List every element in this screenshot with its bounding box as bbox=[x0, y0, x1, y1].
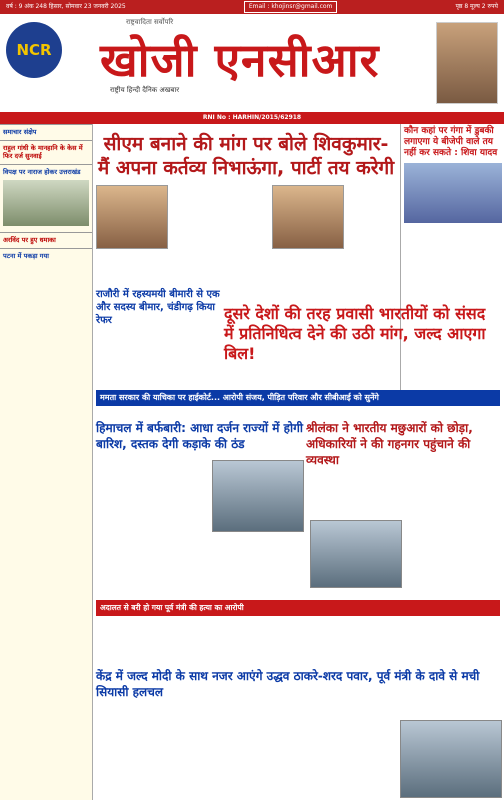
fishermen-photo bbox=[310, 520, 402, 588]
brand-title: खोजी एनसीआर bbox=[100, 33, 380, 87]
tagline: राष्ट्रीय हिन्दी दैनिक अखबार bbox=[110, 86, 180, 94]
masthead bbox=[0, 14, 504, 121]
price-info: पृष्ठ 8 मूल्य 2 रुपये bbox=[455, 3, 498, 10]
news-banner: ममता सरकार की याचिका पर हाईकोर्ट... आरोपी संजय, पीड़ित परिवार और सीबीआई को सुनेंगे bbox=[96, 390, 500, 406]
editor-photo bbox=[436, 22, 498, 104]
right-story-photo bbox=[404, 163, 502, 223]
left-story-headline: अरविंद पर हुए धमाका bbox=[0, 232, 92, 245]
left-story-headline: राहुल गांधी के मानहानि के केस में फिर दर्ज सुनवाई bbox=[0, 140, 92, 161]
story-headline: दूसरे देशों की तरह प्रवासी भारतीयों को संसद में प्रतिनिधित्व देने की उठी मांग, जल्द आएगा बिल! bbox=[224, 304, 486, 363]
left-story-text bbox=[0, 261, 92, 264]
news-banner: अदालत से बरी हो गया पूर्व मंत्री की हत्या का आरोपी bbox=[96, 600, 500, 616]
story-headline: हिमाचल में बर्फबारी: आधा दर्जन राज्यों में होगी बारिश, दस्तक देगी कड़ाके की ठंड bbox=[96, 421, 303, 451]
left-story-photo bbox=[3, 180, 89, 226]
issue-info: वर्ष : 9 अंक 248 हिसार, सोमवार 23 जनवरी 2025 bbox=[6, 3, 126, 10]
story-headline: राजौरी में रहस्यमयी बीमारी से एक और सदस्य बीमार, चंडीगढ़ किया रेफर bbox=[96, 289, 220, 326]
story-headline: केंद्र में जल्द मोदी के साथ नजर आएंगे उद्धव ठाकरे-शरद पवार, पूर्व मंत्री के दावे से मची सियासी हलचल bbox=[96, 669, 480, 699]
snow-photo bbox=[212, 460, 304, 532]
lead-photo bbox=[272, 185, 344, 249]
lead-photos bbox=[96, 185, 398, 280]
left-news-column bbox=[0, 124, 93, 800]
right-story-headline: कौन कहां पर गंगा में डुबकी लगाएगा ये बीजेपी वाले तय नहीं कर सकते : शिवा यादव bbox=[404, 126, 498, 158]
top-strip bbox=[0, 0, 504, 14]
lead-photo bbox=[96, 185, 168, 249]
left-story-headline: समाचार संक्षेप bbox=[0, 124, 92, 137]
lead-headline: सीएम बनाने की मांग पर बोले शिवकुमार- मैं अपना कर्तव्य निभाऊंगा, पार्टी तय करेगी bbox=[97, 133, 395, 179]
left-story-headline: पटना में पकड़ा गया bbox=[0, 248, 92, 261]
politician-photo bbox=[400, 720, 502, 798]
story-headline: श्रीलंका ने भारतीय मछुआरों को छोड़ा, अधिकारियों ने की गहनगर पहुंचाने की व्यवस्था bbox=[306, 421, 473, 467]
email-box: Email : khojinsr@gmail.com bbox=[244, 1, 338, 13]
left-story-headline: विपक्ष पर नाराज होकर उत्तराखंड bbox=[0, 164, 92, 177]
rni-number: RNI No : HARHIN/2015/62918 bbox=[0, 112, 504, 124]
ncr-logo: NCR bbox=[6, 22, 62, 78]
kicker: राष्ट्रवादिता सर्वोपरि bbox=[126, 18, 174, 26]
